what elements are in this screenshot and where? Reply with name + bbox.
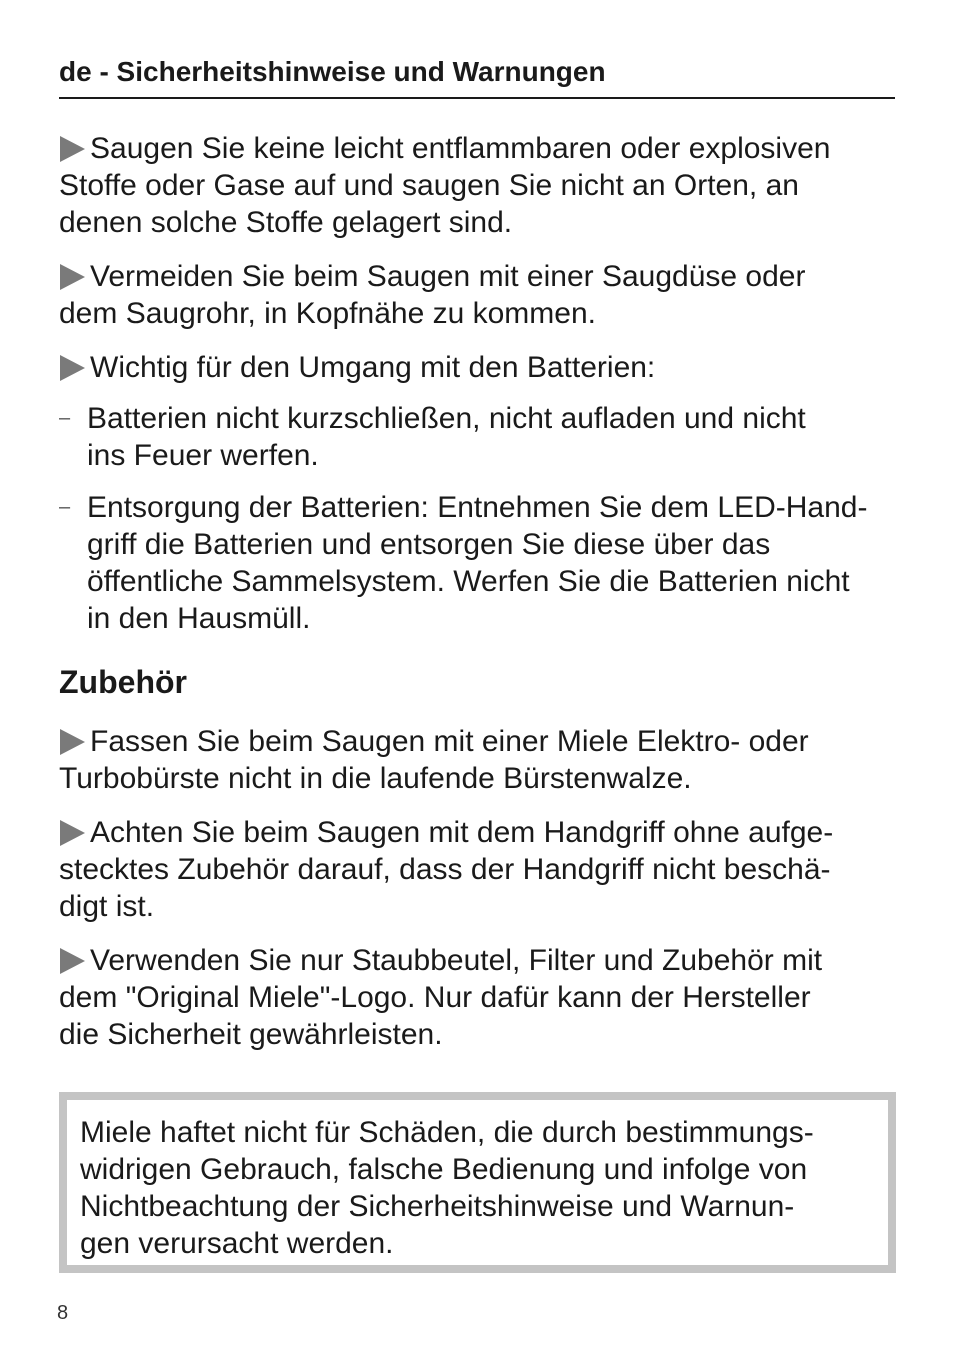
list-item-line: Entsorgung der Batterien: Entnehmen Sie dem LED-Hand- (87, 491, 868, 524)
warning-line: dem Saugrohr, in Kopfnähe zu kommen. (59, 297, 596, 330)
warning-line: Achten Sie beim Saugen mit dem Handgriff ohne aufge- (90, 816, 834, 849)
list-dash: – (59, 496, 71, 518)
warning-paragraph (59, 942, 899, 1053)
list-item-line: ins Feuer werfen. (87, 439, 319, 472)
list-item (59, 489, 899, 639)
warning-line: Saugen Sie keine leicht entflammbaren oder explosiven (90, 132, 831, 165)
warning-line: Fassen Sie beim Saugen mit einer Miele Elektro- oder (90, 725, 809, 758)
notice-box (59, 1092, 896, 1273)
list-item-line: griff die Batterien und entsorgen Sie diese über das (87, 528, 771, 561)
warning-line: Verwenden Sie nur Staubbeutel, Filter und Zubehör mit (90, 944, 823, 977)
list-item-line: Batterien nicht kurzschließen, nicht aufladen und nicht (87, 402, 806, 435)
warning-line: Wichtig für den Umgang mit den Batterien: (90, 351, 656, 384)
notice-line: Miele haftet nicht für Schäden, die durch bestimmungs- (80, 1116, 814, 1149)
triangle-right-icon (60, 820, 85, 846)
list-dash: – (59, 407, 71, 429)
header-title: de - Sicherheitshinweise und Warnungen (59, 56, 606, 87)
warning-line: die Sicherheit gewährleisten. (59, 1018, 443, 1051)
notice-text (80, 1114, 880, 1262)
warning-line: digt ist. (59, 890, 155, 923)
triangle-right-icon (60, 355, 85, 381)
list-item-line: in den Hausmüll. (87, 602, 311, 635)
list-item-text (87, 400, 899, 474)
warning-paragraph (59, 723, 899, 797)
warning-line: stecktes Zubehör darauf, dass der Handgriff nicht beschä- (59, 853, 831, 886)
list-item-text (87, 489, 899, 637)
warning-line: Vermeiden Sie beim Saugen mit einer Saugdüse oder (90, 260, 806, 293)
warning-line: denen solche Stoffe gelagert sind. (59, 206, 513, 239)
section-title: Zubehör (59, 664, 187, 700)
triangle-right-icon (60, 136, 85, 162)
warning-paragraph (59, 258, 899, 332)
triangle-right-icon (60, 948, 85, 974)
warning-paragraph (59, 130, 899, 241)
warning-line: Turbobürste nicht in die laufende Bürstenwalze. (59, 762, 692, 795)
triangle-right-icon (60, 264, 85, 290)
warning-line: Stoffe oder Gase auf und saugen Sie nicht an Orten, an (59, 169, 799, 202)
warning-paragraph (59, 349, 899, 386)
warning-line: dem "Original Miele"-Logo. Nur dafür kann der Hersteller (59, 981, 811, 1014)
notice-line: gen verursacht werden. (80, 1227, 394, 1260)
list-item (59, 400, 899, 476)
list-item-line: öffentliche Sammelsystem. Werfen Sie die Batterien nicht (87, 565, 850, 598)
page-number: 8 (57, 1302, 69, 1324)
notice-line: Nichtbeachtung der Sicherheitshinweise und Warnun- (80, 1190, 795, 1223)
triangle-right-icon (60, 729, 85, 755)
warning-paragraph (59, 814, 899, 925)
notice-line: widrigen Gebrauch, falsche Bedienung und infolge von (80, 1153, 808, 1186)
page-header (59, 52, 895, 99)
